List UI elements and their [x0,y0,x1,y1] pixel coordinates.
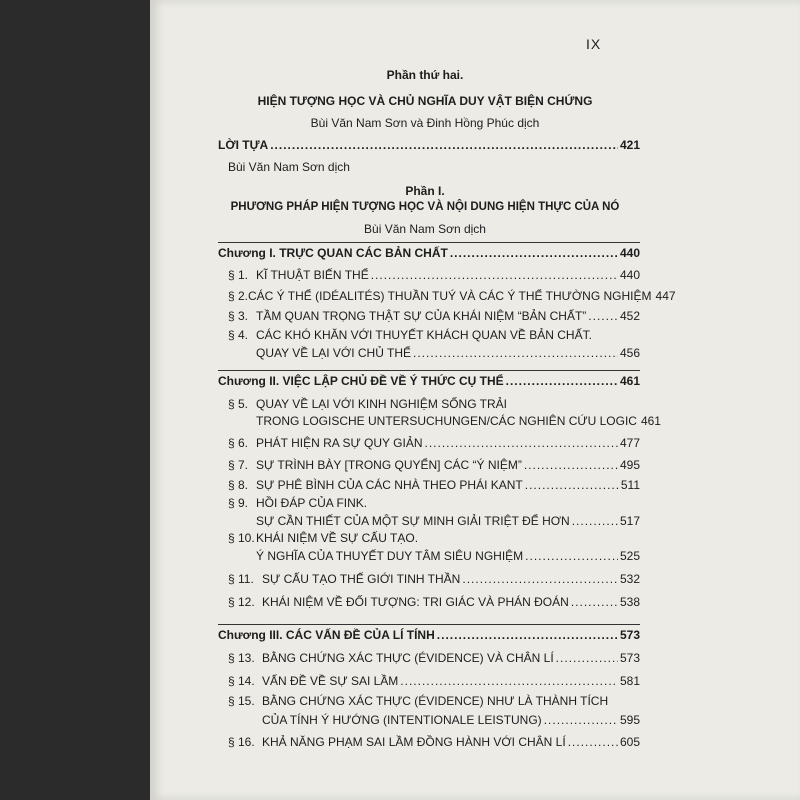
toc-section[interactable] [256,346,640,360]
toc-chapter-3[interactable] [218,628,640,642]
section-title-cont: Ý NGHĨA CỦA THUYẾT DUY TÂM SIÊU NGHIỆM [256,549,524,563]
section-number: § 12. [228,595,255,609]
toc-section[interactable] [228,478,640,492]
section-page: 452 [619,309,640,323]
page-number: IX [586,36,602,52]
toc-section[interactable] [228,458,640,472]
toc-chapter-1[interactable] [218,246,640,260]
toc-section[interactable] [228,651,640,665]
part-one-label: Phần I. [405,184,445,198]
section-title-cont: CỦA TÍNH Ý HƯỚNG (INTENTIONALE LEISTUNG) [262,713,542,727]
leader-dots [413,346,618,360]
section-number: § 13. [228,651,255,665]
divider [218,370,640,371]
section-page: 538 [619,595,640,609]
toc-chapter-2[interactable] [218,374,640,388]
section-page: 447 [655,289,676,303]
section-title: SỰ CẤU TẠO THẾ GIỚI TINH THẦN [262,572,461,586]
leader-dots [571,595,618,609]
leader-dots [524,458,618,472]
toc-section[interactable] [228,436,640,450]
divider [218,242,640,243]
section-title: SỰ PHÊ BÌNH CỦA CÁC NHÀ THEO PHÁI KANT [256,478,523,492]
section-page: 456 [619,346,640,360]
chapter-title: Chương I. TRỰC QUAN CÁC BẢN CHẤT [218,246,448,260]
toc-section-line1[interactable] [228,328,592,342]
part-two-title: HIỆN TƯỢNG HỌC VÀ CHỦ NGHĨA DUY VẬT BIỆN CHỨNG [257,94,593,108]
section-page: 495 [619,458,640,472]
section-title: KHÁI NIỆM VỀ ĐỐI TƯỢNG: TRI GIÁC VÀ PHÁN ĐOÁN [262,595,569,609]
section-page: 532 [619,572,640,586]
leader-dots [462,572,618,586]
section-number: § 8. [228,478,249,492]
toc-section-line1[interactable] [228,531,418,545]
section-title-cont: QUAY VỀ LẠI VỚI CHỦ THỂ [256,346,411,360]
toc-section-line1[interactable] [228,694,608,708]
toc-section[interactable] [256,514,640,528]
section-page: 517 [619,514,640,528]
section-number: § 7. [228,458,249,472]
section-page: 573 [619,651,640,665]
chapter-title: Chương III. CÁC VẤN ĐỀ CỦA LÍ TÍNH [218,628,435,642]
toc-entry-title: LỜI TỰA [218,138,269,152]
section-title: CÁC KHÓ KHĂN VỚI THUYẾT KHÁCH QUAN VỀ BẢN CHẤT. [256,328,592,342]
divider [218,624,640,625]
leader-dots [371,268,618,282]
part-one-translator: Bùi Văn Nam Sơn dịch [364,222,486,236]
toc-section[interactable] [228,309,640,323]
toc-section[interactable] [256,549,640,563]
section-title: HỒI ĐÁP CỦA FINK. [256,496,368,510]
section-title: BẰNG CHỨNG XÁC THỰC (ÉVIDENCE) NHƯ LÀ THÀNH TÍCH [262,694,609,708]
chapter-page: 573 [619,628,640,642]
toc-section-line1[interactable] [228,397,507,411]
leader-dots [572,514,618,528]
part-one-title: PHƯƠNG PHÁP HIỆN TƯỢNG HỌC VÀ NỘI DUNG HIỆN THỰC CỦA NÓ [230,201,620,213]
section-title: QUAY VỀ LẠI VỚI KINH NGHIỆM SỐNG TRẢI [256,397,508,411]
chapter-page: 461 [619,374,640,388]
section-number: § 14. [228,674,255,688]
section-title: KHÁI NIỆM VỀ SỰ CẤU TẠO. [256,531,419,545]
leader-dots [270,138,618,152]
section-title: KHẢ NĂNG PHẠM SAI LẦM ĐỒNG HÀNH VỚI CHÂN LÍ [262,735,566,749]
section-number: § 3. [228,309,249,323]
section-number: § 11. [228,572,254,586]
section-title-cont: TRONG LOGISCHE UNTERSUCHUNGEN/CÁC NGHIÊN CỨU LOGIC [256,414,637,428]
leader-dots [450,246,618,260]
section-number: § 9. [228,496,249,510]
toc-section[interactable] [228,572,640,586]
book-page [150,0,800,800]
section-page: 477 [619,436,640,450]
toc-section[interactable] [228,268,640,282]
toc-section-line1[interactable] [228,496,367,510]
leader-dots [556,651,618,665]
section-number: § 4. [228,328,249,342]
preface-translator: Bùi Văn Nam Sơn dịch [228,160,350,174]
section-title: PHÁT HIỆN RA SỰ QUY GIẢN [256,436,423,450]
section-title: TẦM QUAN TRỌNG THẬT SỰ CỦA KHÁI NIỆM “BẢN CHẤT” [256,309,587,323]
toc-section[interactable] [228,674,640,688]
toc-section[interactable] [228,289,676,303]
section-number: § 2. [228,289,249,303]
section-page: 461 [640,414,661,428]
section-title: SỰ TRÌNH BÀY [TRONG QUYỂN] CÁC “Ý NIỆM” [256,458,522,472]
toc-section[interactable] [228,595,640,609]
section-number: § 1. [228,268,249,282]
part-two-translators: Bùi Văn Nam Sơn và Đinh Hồng Phúc dịch [310,116,540,130]
leader-dots [568,735,618,749]
toc-section[interactable] [256,414,661,428]
chapter-title: Chương II. VIỆC LẬP CHỦ ĐỀ VỀ Ý THỨC CỤ THỂ [218,374,504,388]
section-number: § 6. [228,436,249,450]
toc-entry-preface[interactable] [218,138,640,152]
section-page: 595 [619,713,640,727]
toc-entry-page: 421 [619,138,640,152]
toc-section[interactable] [262,713,640,727]
leader-dots [437,628,618,642]
section-number: § 5. [228,397,249,411]
section-number: § 16. [228,735,255,749]
leader-dots [425,436,618,450]
section-page: 581 [619,674,640,688]
part-two-label: Phần thứ hai. [386,68,464,82]
leader-dots [525,478,619,492]
section-number: § 10. [228,531,255,545]
toc-section[interactable] [228,735,640,749]
leader-dots [525,549,618,563]
section-title: CÁC Ý THỂ (IDÉALITÉS) THUẦN TUÝ VÀ CÁC Ý THỂ THƯỜNG NGHIỆM [248,289,652,303]
leader-dots [506,374,618,388]
section-title-cont: SỰ CẦN THIẾT CỦA MỘT SỰ MINH GIẢI TRIỆT ĐỂ HƠN [256,514,570,528]
section-number: § 15. [228,694,255,708]
section-title: VẤN ĐỀ VỀ SỰ SAI LẦM [262,674,399,688]
leader-dots [544,713,618,727]
chapter-page: 440 [619,246,640,260]
leader-dots [400,674,618,688]
section-page: 525 [619,549,640,563]
section-title: BẰNG CHỨNG XÁC THỰC (ÉVIDENCE) VÀ CHÂN LÍ [262,651,554,665]
section-page: 440 [619,268,640,282]
section-page: 511 [620,478,640,492]
leader-dots [588,309,618,323]
section-page: 605 [619,735,640,749]
section-title: KĨ THUẬT BIẾN THỂ [256,268,369,282]
